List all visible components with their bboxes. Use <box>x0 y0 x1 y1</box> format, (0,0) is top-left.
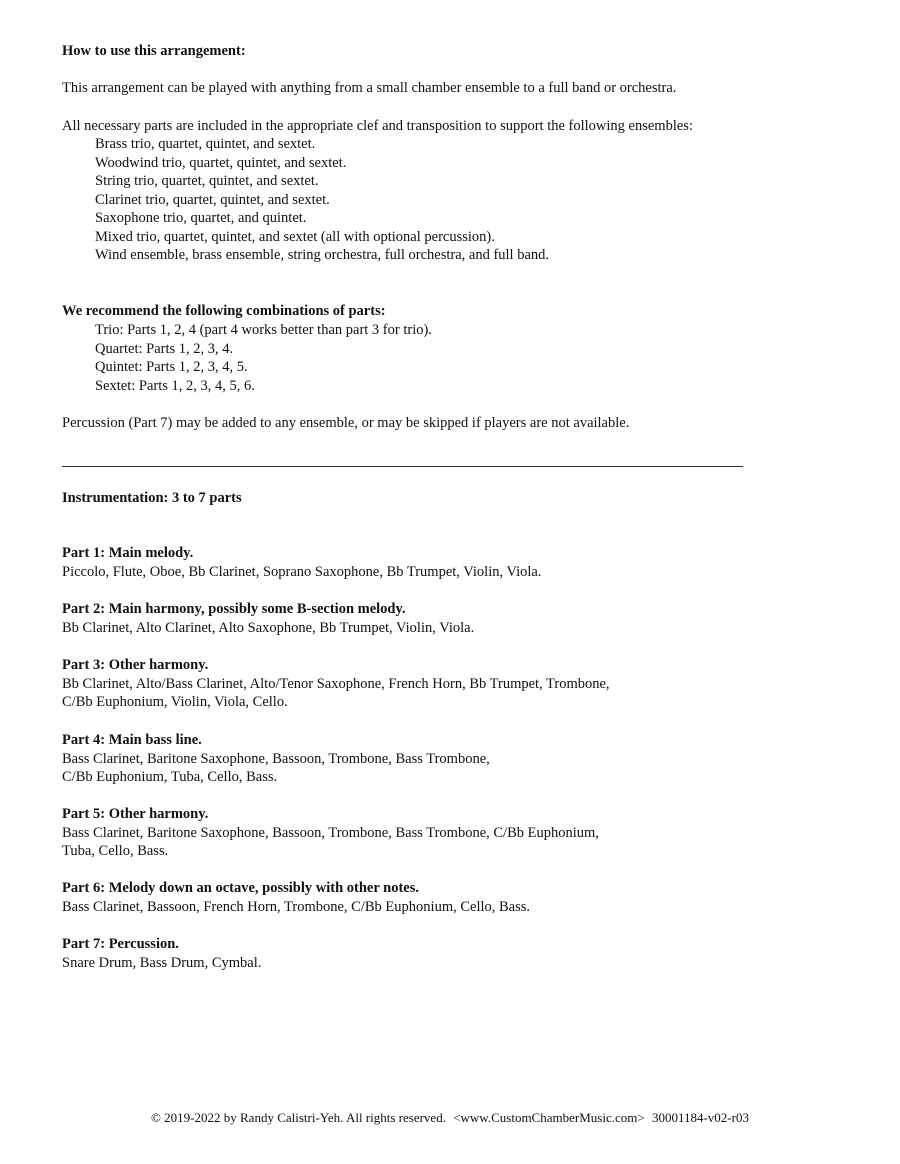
part-2-block <box>62 600 474 637</box>
combination-item: Trio: Parts 1, 2, 4 (part 4 works better than part 3 for trio). <box>95 322 432 338</box>
ensemble-item: Woodwind trio, quartet, quintet, and sextet. <box>95 154 347 171</box>
part-title: Part 1: Main melody. <box>62 545 194 561</box>
part-instruments: Piccolo, Flute, Oboe, Bb Clarinet, Soprano Saxophone, Bb Trumpet, Violin, Viola. <box>62 563 542 580</box>
part-instruments: C/Bb Euphonium, Violin, Viola, Cello. <box>62 694 288 710</box>
ensemble-item: Clarinet trio, quartet, quintet, and sextet. <box>95 191 330 208</box>
part-4-block <box>62 731 490 787</box>
product-code: 30001184-v02-r03 <box>651 1110 749 1125</box>
section-divider <box>62 466 743 467</box>
combination-list <box>62 321 432 395</box>
ensemble-item: Saxophone trio, quartet, and quintet. <box>95 210 307 226</box>
part-3-block <box>62 656 610 712</box>
part-instruments: Tuba, Cello, Bass. <box>62 843 169 859</box>
instrumentation-heading: Instrumentation: 3 to 7 parts <box>62 490 242 506</box>
combination-item: Quintet: Parts 1, 2, 3, 4, 5. <box>95 359 248 375</box>
part-7-block <box>62 935 261 972</box>
part-instruments: Bb Clarinet, Alto/Bass Clarinet, Alto/Tenor Saxophone, French Horn, Bb Trumpet, Trombone, <box>62 675 610 692</box>
combination-item: Sextet: Parts 1, 2, 3, 4, 5, 6. <box>95 377 255 394</box>
combination-item: Quartet: Parts 1, 2, 3, 4. <box>95 340 234 357</box>
parts-intro-paragraph: All necessary parts are included in the appropriate clef and transposition to support the following ensembles: <box>62 118 693 134</box>
percussion-note: Percussion (Part 7) may be added to any ensemble, or may be skipped if players are not available. <box>62 415 630 431</box>
part-instruments: Bass Clarinet, Baritone Saxophone, Bassoon, Trombone, Bass Trombone, C/Bb Euphonium, <box>62 824 599 841</box>
part-title: Part 5: Other harmony. <box>62 806 209 822</box>
recommend-heading: We recommend the following combinations of parts: <box>62 303 386 319</box>
part-instruments: Snare Drum, Bass Drum, Cymbal. <box>62 954 262 971</box>
part-5-block <box>62 805 599 861</box>
part-instruments: Bb Clarinet, Alto Clarinet, Alto Saxophone, Bb Trumpet, Violin, Viola. <box>62 619 475 636</box>
copyright-text: © 2019-2022 by Randy Calistri-Yeh. All rights reserved. <box>151 1110 446 1125</box>
part-6-block <box>62 879 530 916</box>
part-instruments: C/Bb Euphonium, Tuba, Cello, Bass. <box>62 769 278 785</box>
part-title: Part 3: Other harmony. <box>62 657 209 673</box>
part-1-block <box>62 544 541 581</box>
part-instruments: Bass Clarinet, Bassoon, French Horn, Trombone, C/Bb Euphonium, Cello, Bass. <box>62 898 531 915</box>
part-title: Part 7: Percussion. <box>62 936 179 952</box>
ensemble-list <box>62 135 549 265</box>
part-title: Part 2: Main harmony, possibly some B-section melody. <box>62 601 406 617</box>
part-title: Part 6: Melody down an octave, possibly with other notes. <box>62 880 419 896</box>
website-link[interactable]: <www.CustomChamberMusic.com> <box>453 1110 645 1125</box>
part-instruments: Bass Clarinet, Baritone Saxophone, Bassoon, Trombone, Bass Trombone, <box>62 750 490 767</box>
intro-paragraph: This arrangement can be played with anything from a small chamber ensemble to a full band or orchestra. <box>62 80 677 96</box>
how-to-use-heading: How to use this arrangement: <box>62 43 246 59</box>
ensemble-item: Wind ensemble, brass ensemble, string orchestra, full orchestra, and full band. <box>95 247 550 263</box>
ensemble-item: Brass trio, quartet, quintet, and sextet. <box>95 136 316 152</box>
ensemble-item: Mixed trio, quartet, quintet, and sextet (all with optional percussion). <box>95 228 495 245</box>
ensemble-item: String trio, quartet, quintet, and sextet. <box>95 173 319 189</box>
page-footer <box>0 1109 900 1128</box>
part-title: Part 4: Main bass line. <box>62 732 202 748</box>
